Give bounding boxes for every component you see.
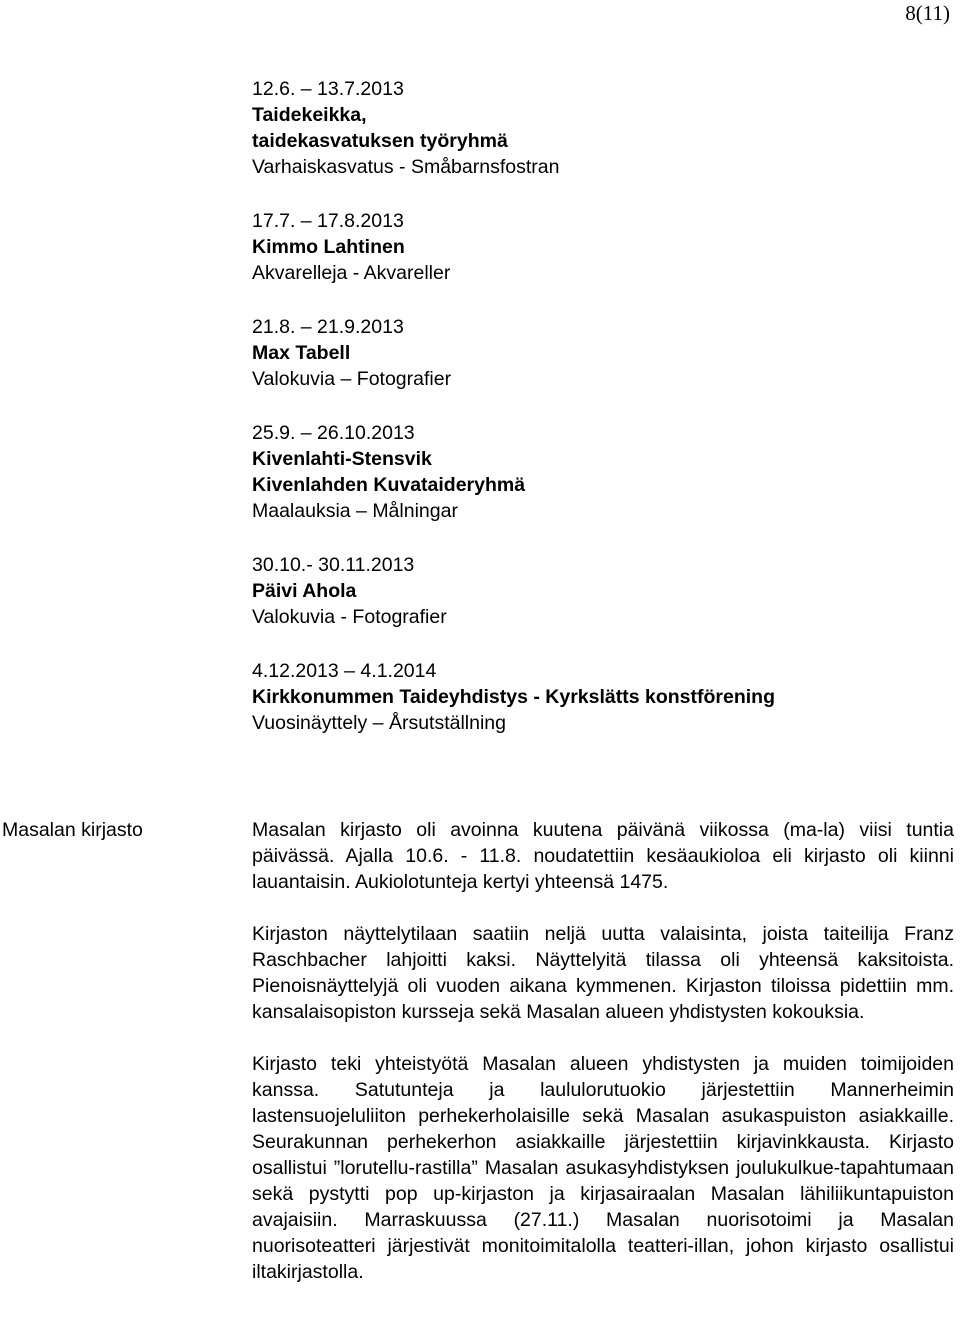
body-paragraph: Masalan kirjasto oli avoinna kuutena päivänä viikossa (ma-la) viisi tuntia päivässä. Ajalla 10.6. - 11.8. noudatettiin kesäaukioloa eli kirjasto oli kiinni lauantaisin. Aukiolotunteja kertyi yhteensä 1475. <box>252 819 954 893</box>
exhibition-subtitle: Valokuvia - Fotografier <box>252 606 447 628</box>
exhibition-item <box>252 552 952 630</box>
exhibition-subtitle: Vuosinäyttely – Årsutställning <box>252 712 506 734</box>
exhibition-title: Max Tabell <box>252 342 351 364</box>
exhibition-subtitle: Maalauksia – Målningar <box>252 500 458 522</box>
exhibition-dates: 21.8. – 21.9.2013 <box>252 316 404 338</box>
section-heading: Masalan kirjasto <box>2 819 143 841</box>
exhibition-subtitle: Varhaiskasvatus - Småbarnsfostran <box>252 156 560 178</box>
exhibition-item <box>252 76 952 180</box>
exhibition-subtitle: Valokuvia – Fotografier <box>252 368 452 390</box>
exhibition-title: taidekasvatuksen työryhmä <box>252 130 508 152</box>
exhibition-dates: 12.6. – 13.7.2013 <box>252 78 404 100</box>
page-number: 8(11) <box>905 1 950 25</box>
exhibition-subtitle: Akvarelleja - Akvareller <box>252 262 451 284</box>
body-paragraph: Kirjaston näyttelytilaan saatiin neljä uutta valaisinta, joista taiteilija Franz Raschbacher lahjoitti kaksi. Näyttelyitä tilassa oli yhteensä kaksitoista. Pienoisnäyttelyjä oli vuoden aikana kymmenen. Kirjaston tiloissa pidettiin mm. kansalaisopiston kursseja sekä Masalan alueen yhdistysten kokouksia. <box>252 923 954 1023</box>
exhibition-title: Päivi Ahola <box>252 580 357 602</box>
exhibition-item <box>252 208 952 286</box>
exhibition-dates: 25.9. – 26.10.2013 <box>252 422 415 444</box>
exhibition-item <box>252 658 952 736</box>
body-paragraph: Kirjasto teki yhteistyötä Masalan alueen yhdistysten ja muiden toimijoiden kanssa. Satutunteja ja laululorutuokio järjestettiin Mannerheimin lastensuojeluliiton perhekerholaisille sekä Masalan asukaspuiston asiakkaille. Seurakunnan perhekerhon asiakkaille järjestettiin kirjavinkkausta. Kirjasto osallistui ”lorutellu-rastilla” Masalan asukasyhdistyksen joulukulkue-tapahtumaan sekä pystytti pop up-kirjaston ja kirjasairaalan Masalan lähiliikuntapuiston avajaisiin. Marraskuussa (27.11.) Masalan nuorisotoimi ja Masalan nuorisoteatteri järjestivät monitoimitalolla teatteri-illan, johon kirjasto osallistui iltakirjastolla. <box>252 1053 954 1283</box>
section-body <box>252 817 954 1311</box>
exhibition-item <box>252 420 952 524</box>
exhibition-title: Kivenlahti-Stensvik <box>252 448 432 470</box>
exhibition-title: Kimmo Lahtinen <box>252 236 405 258</box>
exhibition-title: Kivenlahden Kuvataideryhmä <box>252 474 526 496</box>
exhibition-item <box>252 314 952 392</box>
exhibition-dates: 30.10.- 30.11.2013 <box>252 554 415 576</box>
exhibition-title: Taidekeikka, <box>252 104 367 126</box>
exhibition-dates: 4.12.2013 – 4.1.2014 <box>252 660 437 682</box>
exhibition-dates: 17.7. – 17.8.2013 <box>252 210 404 232</box>
exhibition-list <box>252 76 952 764</box>
exhibition-title: Kirkkonummen Taideyhdistys - Kyrkslätts konstförening <box>252 686 776 708</box>
